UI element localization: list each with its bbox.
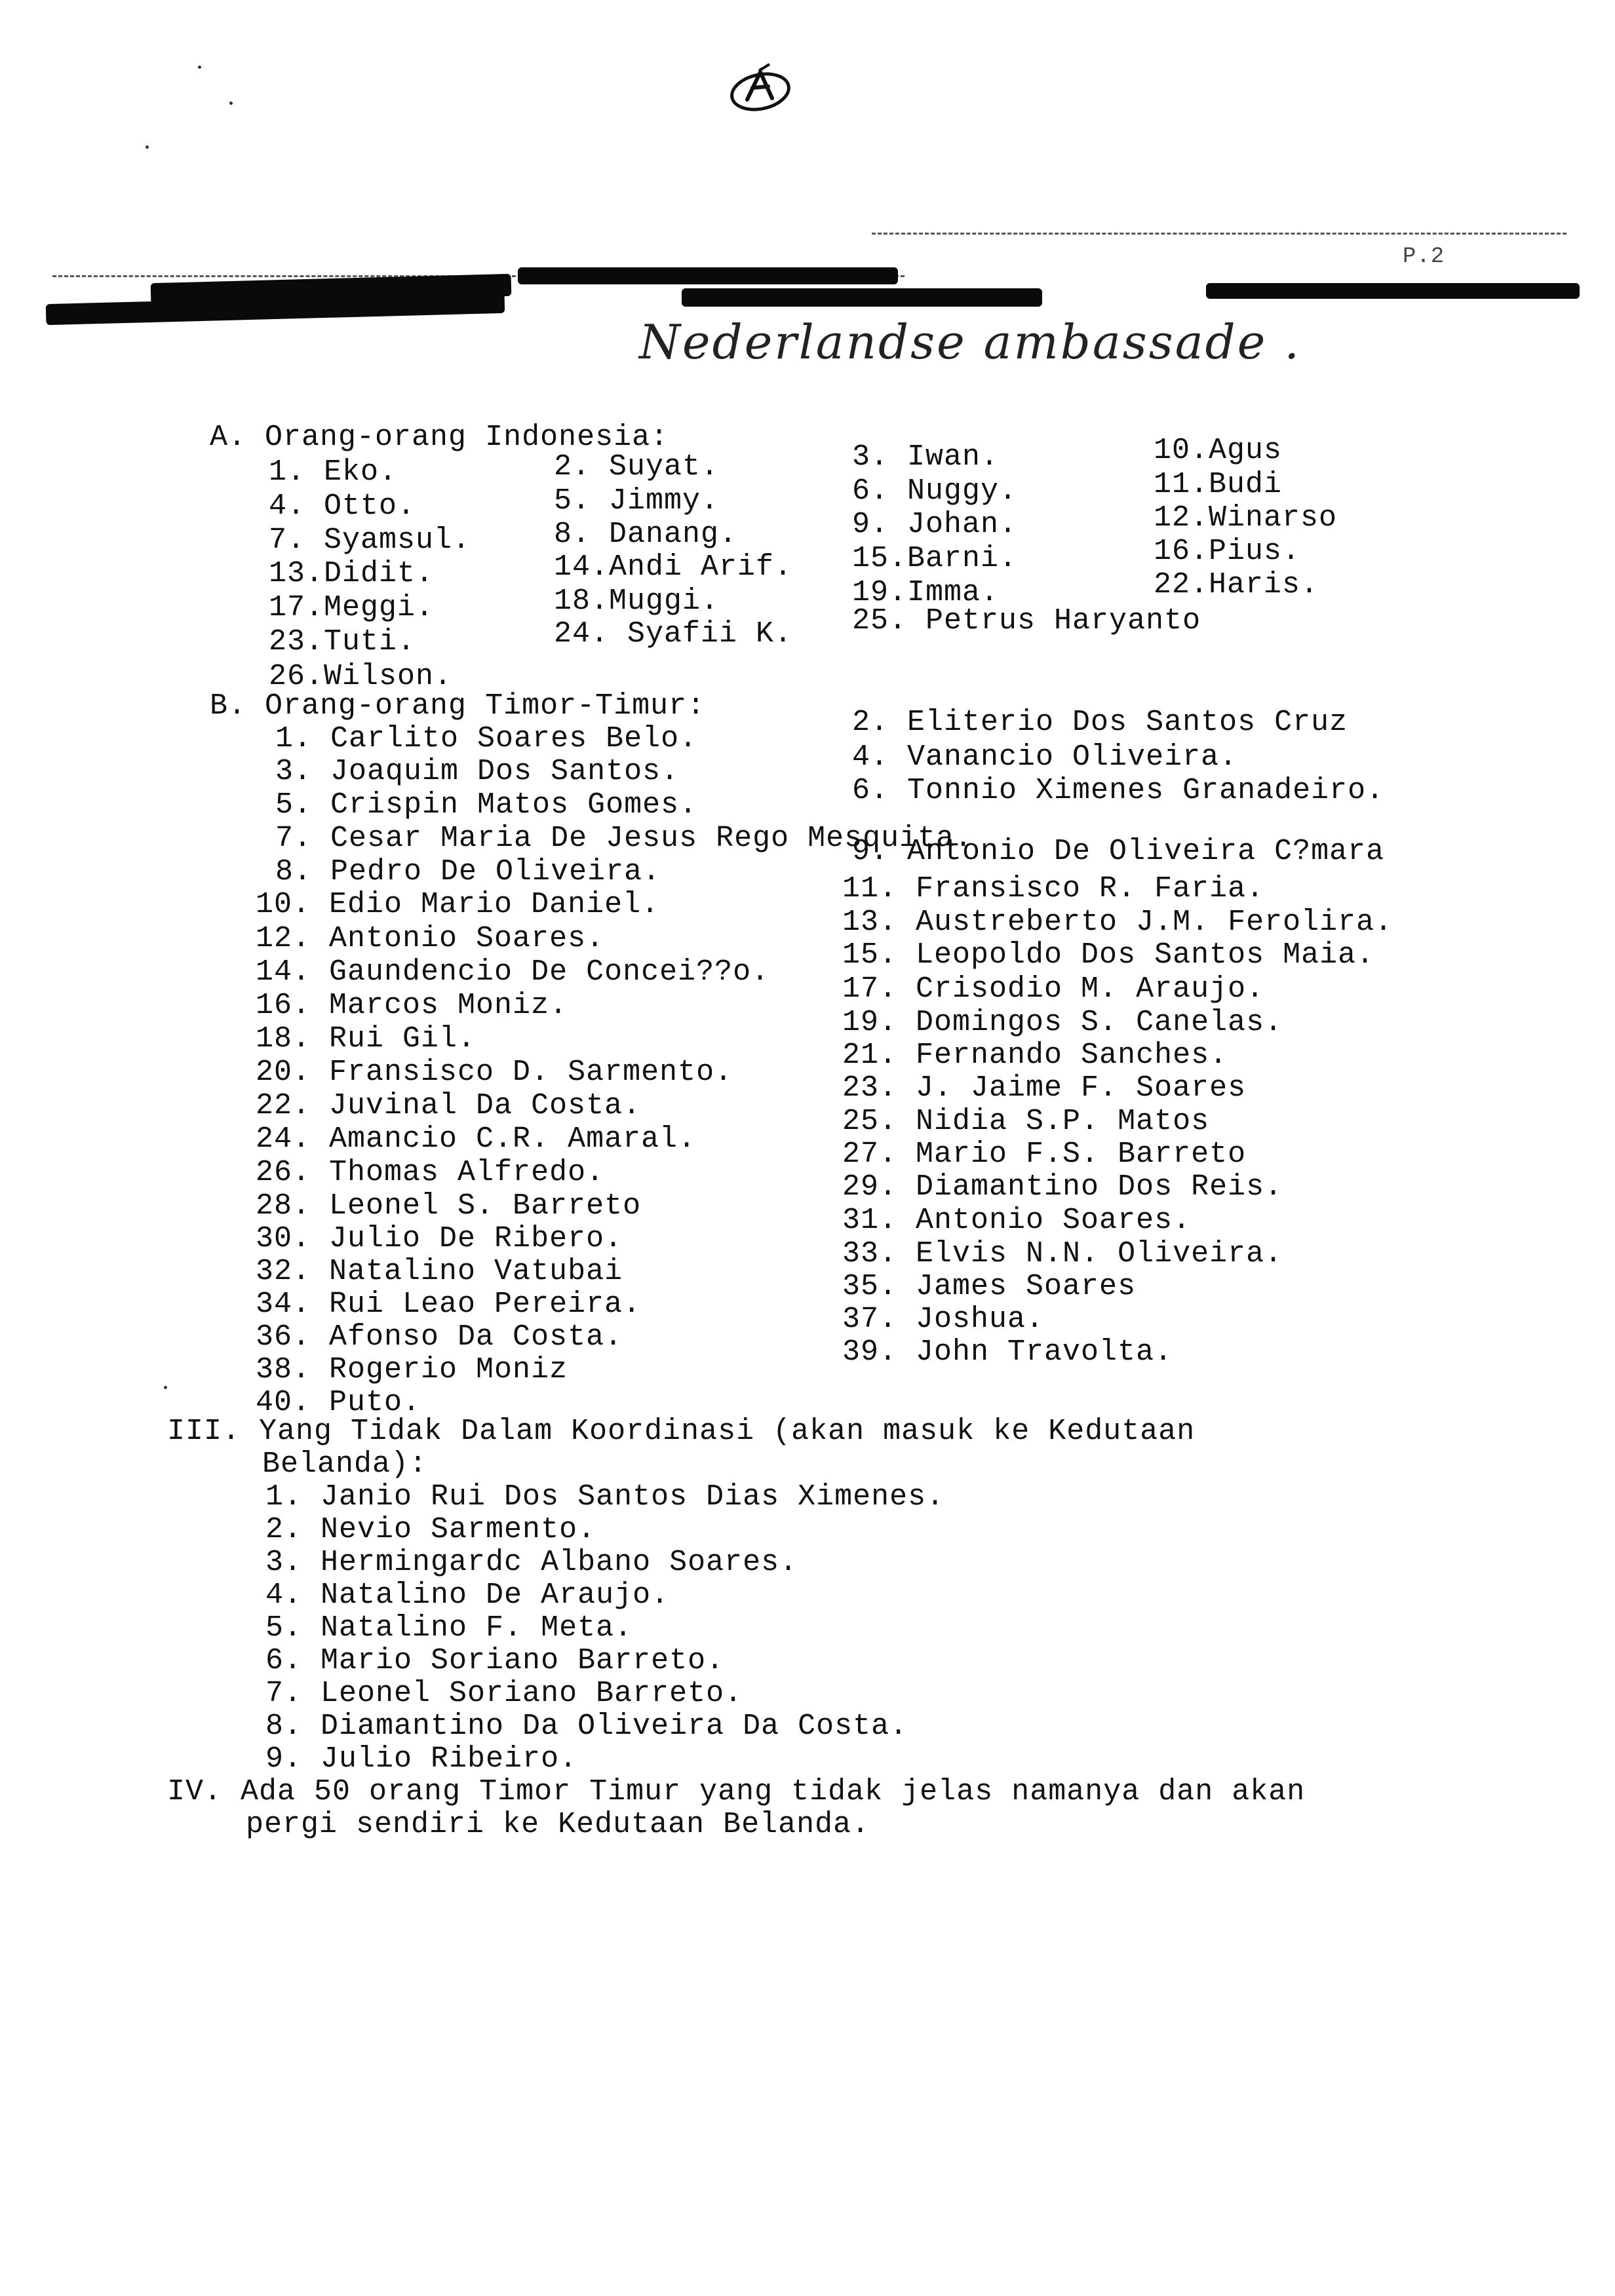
list-item: 27. Mario F.S. Barreto [842,1138,1247,1171]
section-iv-text: IV. Ada 50 orang Timor Timur yang tidak jelas namanya dan akan [167,1775,1306,1808]
list-item: 18. Rui Gil. [256,1022,477,1056]
list-item: 23.Tuti. [269,625,416,659]
list-item: 37. Joshua. [842,1303,1045,1336]
list-item: 6. Nuggy. [852,474,1018,508]
list-item: 13.Didit. [269,557,435,590]
list-item: 7. Syamsul. [269,524,471,557]
list-item: 40. Puto. [256,1386,421,1419]
list-item: 18.Muggi. [554,584,720,618]
list-item: 3. Joaquim Dos Santos. [275,755,680,788]
list-item: 24. Syafii K. [554,617,793,651]
list-item: 10. Edio Mario Daniel. [256,888,660,921]
list-item: 23. J. Jaime F. Soares [842,1071,1247,1105]
list-item: 29. Diamantino Dos Reis. [842,1170,1283,1204]
scan-speck [198,66,201,69]
scan-speck [229,102,233,105]
list-item: 6. Mario Soriano Barreto. [265,1644,725,1677]
scan-speck [164,1386,167,1389]
list-item: 8. Diamantino Da Oliveira Da Costa. [265,1710,908,1743]
list-item: 9. Antonio De Oliveira C?mara [852,835,1385,868]
list-item: 19.Imma. [852,576,1000,609]
list-item: 3. Iwan. [852,440,1000,474]
list-item: 5. Jimmy. [554,484,720,518]
section-a-heading: A. Orang-orang Indonesia: [210,421,669,454]
list-item: 11.Budi [1154,468,1283,501]
list-item: 4. Natalino De Araujo. [265,1578,670,1612]
fax-header-line [872,233,1566,235]
list-item: 7. Cesar Maria De Jesus Rego Mesquita. [275,822,973,855]
list-item: 4. Otto. [269,489,416,523]
list-item: 8. Pedro De Oliveira. [275,855,661,889]
redaction-bar [682,288,1042,307]
page-number: P.2 [1403,244,1445,269]
list-item: 26. Thomas Alfredo. [256,1156,605,1189]
section-b-heading: B. Orang-orang Timor-Timur: [210,689,706,723]
list-item: 9. Julio Ribeiro. [265,1742,578,1776]
list-item: 1. Janio Rui Dos Santos Dias Ximenes. [265,1480,945,1514]
handwritten-logo-mark [721,59,800,118]
scan-speck [146,145,149,149]
list-item: 35. James Soares [842,1270,1137,1303]
list-item: 9. Johan. [852,508,1018,541]
list-item: 25. Petrus Haryanto [852,604,1201,638]
redaction-bar [1206,283,1580,299]
list-item: 1. Carlito Soares Belo. [275,722,698,756]
list-item: 22.Haris. [1154,568,1319,602]
list-item: 21. Fernando Sanches. [842,1039,1228,1072]
list-item: 31. Antonio Soares. [842,1204,1192,1237]
list-item: 1. Eko. [269,455,398,489]
list-item: 17.Meggi. [269,591,435,624]
section-iii-heading-cont: Belanda): [262,1447,428,1481]
section-iv-text-cont: pergi sendiri ke Kedutaan Belanda. [246,1808,870,1841]
list-item: 17. Crisodio M. Araujo. [842,972,1265,1006]
list-item: 39. John Travolta. [842,1335,1173,1369]
section-iii-heading: III. Yang Tidak Dalam Koordinasi (akan masuk ke Kedutaan [167,1415,1196,1448]
list-item: 38. Rogerio Moniz [256,1353,568,1387]
list-item: 4. Vanancio Oliveira. [852,740,1238,774]
list-item: 6. Tonnio Ximenes Granadeiro. [852,774,1385,807]
list-item: 34. Rui Leao Pereira. [256,1288,642,1321]
list-item: 36. Afonso Da Costa. [256,1320,623,1354]
list-item: 2. Suyat. [554,450,720,484]
list-item: 12. Antonio Soares. [256,922,605,955]
list-item: 26.Wilson. [269,660,453,693]
list-item: 14.Andi Arif. [554,550,793,584]
list-item: 22. Juvinal Da Costa. [256,1089,642,1122]
list-item: 19. Domingos S. Canelas. [842,1006,1283,1039]
list-item: 14. Gaundencio De Concei??o. [256,955,770,989]
redaction-bar [518,267,898,284]
list-item: 25. Nidia S.P. Matos [842,1105,1210,1138]
list-item: 5. Natalino F. Meta. [265,1611,633,1645]
list-item: 3. Hermingardc Albano Soares. [265,1546,798,1579]
list-item: 13. Austreberto J.M. Ferolira. [842,906,1393,939]
list-item: 28. Leonel S. Barreto [256,1189,642,1223]
list-item: 2. Nevio Sarmento. [265,1513,596,1546]
list-item: 10.Agus [1154,434,1283,467]
list-item: 8. Danang. [554,518,738,551]
list-item: 7. Leonel Soriano Barreto. [265,1677,743,1710]
list-item: 16. Marcos Moniz. [256,989,568,1022]
list-item: 15.Barni. [852,542,1018,575]
list-item: 24. Amancio C.R. Amaral. [256,1122,697,1156]
list-item: 30. Julio De Ribero. [256,1222,623,1255]
handwritten-note: Nederlandse ambassade . [639,315,1302,370]
list-item: 15. Leopoldo Dos Santos Maia. [842,938,1375,972]
list-item: 33. Elvis N.N. Oliveira. [842,1237,1283,1271]
list-item: 2. Eliterio Dos Santos Cruz [852,706,1348,739]
list-item: 32. Natalino Vatubai [256,1255,623,1288]
list-item: 20. Fransisco D. Sarmento. [256,1056,733,1089]
list-item: 11. Fransisco R. Faria. [842,872,1265,906]
list-item: 16.Pius. [1154,535,1301,568]
list-item: 5. Crispin Matos Gomes. [275,788,698,822]
list-item: 12.Winarso [1154,501,1338,535]
